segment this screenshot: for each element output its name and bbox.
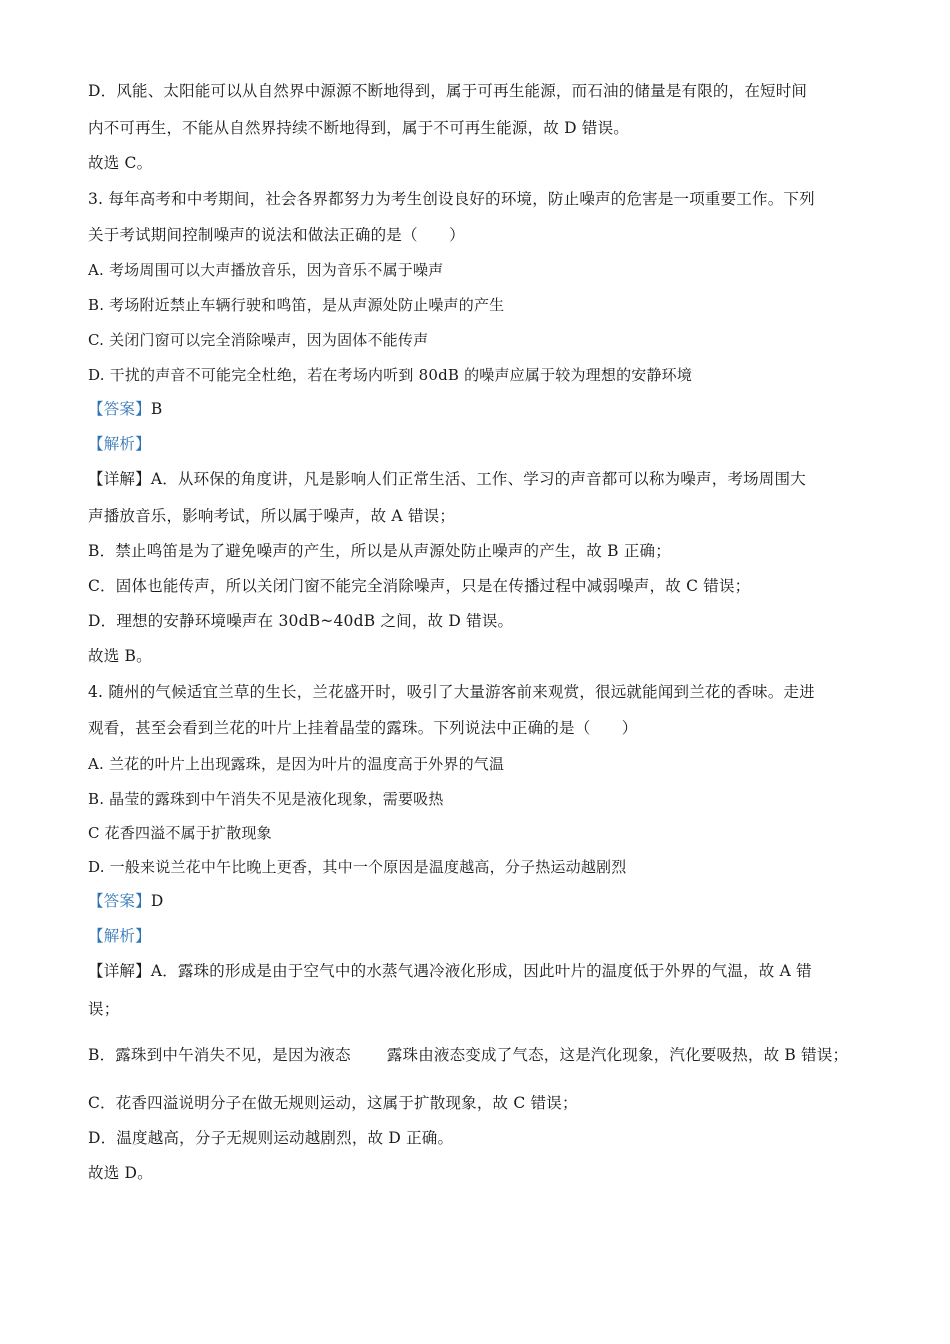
q4-stem-line1: 4. 随州的气候适宜兰草的生长，兰花盛开时，吸引了大量游客前来观赏，很远就能闻到兰花的香味。走进 — [88, 683, 815, 701]
q2-option-d-explanation-line1: D．风能、太阳能可以从自然界中源源不断地得到，属于可再生能源，而石油的储量是有限的，在短时间 — [88, 82, 808, 100]
q4-answer-value: D — [150, 892, 164, 910]
q4-detail-b-part2: 露珠由液态变成了气态，这是汽化现象，汽化要吸热，故 B 错误； — [386, 1046, 849, 1064]
q4-analysis-label: 【解析】 — [88, 927, 151, 945]
q3-stem-line1: 3. 每年高考和中考期间，社会各界都努力为考生创设良好的环境，防止噪声的危害是一项重要工作。下列 — [88, 190, 815, 208]
q3-option-c: C. 关闭门窗可以完全消除噪声，因为固体不能传声 — [88, 331, 429, 349]
q4-detail-label: 【详解】 — [88, 962, 151, 980]
q4-detail-d: D．温度越高，分子无规则运动越剧烈，故 D 正确。 — [88, 1129, 454, 1147]
q2-conclusion: 故选 C。 — [88, 154, 153, 172]
q4-option-d: D. 一般来说兰花中午比晚上更香，其中一个原因是温度越高，分子热运动越剧烈 — [88, 858, 627, 876]
q4-detail-b — [88, 1044, 848, 1066]
q3-detail-line1 — [88, 468, 806, 490]
q4-detail-b-part1: B．露珠到中午消失不见，是因为液态 — [88, 1046, 351, 1064]
q3-detail-b: B．禁止鸣笛是为了避免噪声的产生，所以是从声源处防止噪声的产生，故 B 正确； — [88, 542, 671, 560]
q4-option-a: A. 兰花的叶片上出现露珠，是因为叶片的温度高于外界的气温 — [88, 755, 505, 773]
q4-option-b: B. 晶莹的露珠到中午消失不见是液化现象，需要吸热 — [88, 790, 444, 808]
q3-option-a: A. 考场周围可以大声播放音乐，因为音乐不属于噪声 — [88, 261, 444, 279]
q3-answer-label: 【答案】 — [88, 400, 151, 418]
q3-option-b: B. 考场附近禁止车辆行驶和鸣笛，是从声源处防止噪声的产生 — [88, 296, 505, 314]
q4-conclusion: 故选 D。 — [88, 1164, 153, 1182]
q3-analysis-label: 【解析】 — [88, 435, 151, 453]
q3-detail-a-line2: 声播放音乐，影响考试，所以属于噪声，故 A 错误； — [88, 507, 456, 525]
q3-answer-value: B — [150, 400, 163, 418]
q3-conclusion: 故选 B。 — [88, 647, 152, 665]
q3-detail-c: C．固体也能传声，所以关闭门窗不能完全消除噪声，只是在传播过程中减弱噪声，故 C 错误； — [88, 577, 751, 595]
q3-detail-d: D．理想的安静环境噪声在 30dB~40dB 之间，故 D 错误。 — [88, 612, 514, 630]
q4-stem-line2: 观看，甚至会看到兰花的叶片上挂着晶莹的露珠。下列说法中正确的是（ ） — [88, 719, 638, 737]
q4-detail-a-line2: 误； — [88, 1000, 120, 1018]
q4-answer — [88, 890, 163, 912]
q3-option-d: D. 干扰的声音不可能完全杜绝，若在考场内听到 80dB 的噪声应属于较为理想的安静环境 — [88, 366, 693, 384]
q4-detail-a-line1: A．露珠的形成是由于空气中的水蒸气遇冷液化形成，因此叶片的温度低于外界的气温，故 A 错 — [150, 962, 812, 980]
q3-answer — [88, 398, 162, 420]
q2-option-d-explanation-line2: 内不可再生，不能从自然界持续不断地得到，属于不可再生能源，故 D 错误。 — [88, 119, 629, 137]
q3-detail-label: 【详解】 — [88, 470, 151, 488]
q3-detail-a-line1: A．从环保的角度讲，凡是影响人们正常生活、工作、学习的声音都可以称为噪声，考场周围大 — [150, 470, 806, 488]
q4-answer-label: 【答案】 — [88, 892, 151, 910]
q4-detail-c: C．花香四溢说明分子在做无规则运动，这属于扩散现象，故 C 错误； — [88, 1094, 578, 1112]
q3-stem-line2: 关于考试期间控制噪声的说法和做法正确的是（ ） — [88, 226, 465, 244]
q4-option-c: C 花香四溢不属于扩散现象 — [88, 824, 272, 842]
q4-detail-line1 — [88, 960, 812, 982]
